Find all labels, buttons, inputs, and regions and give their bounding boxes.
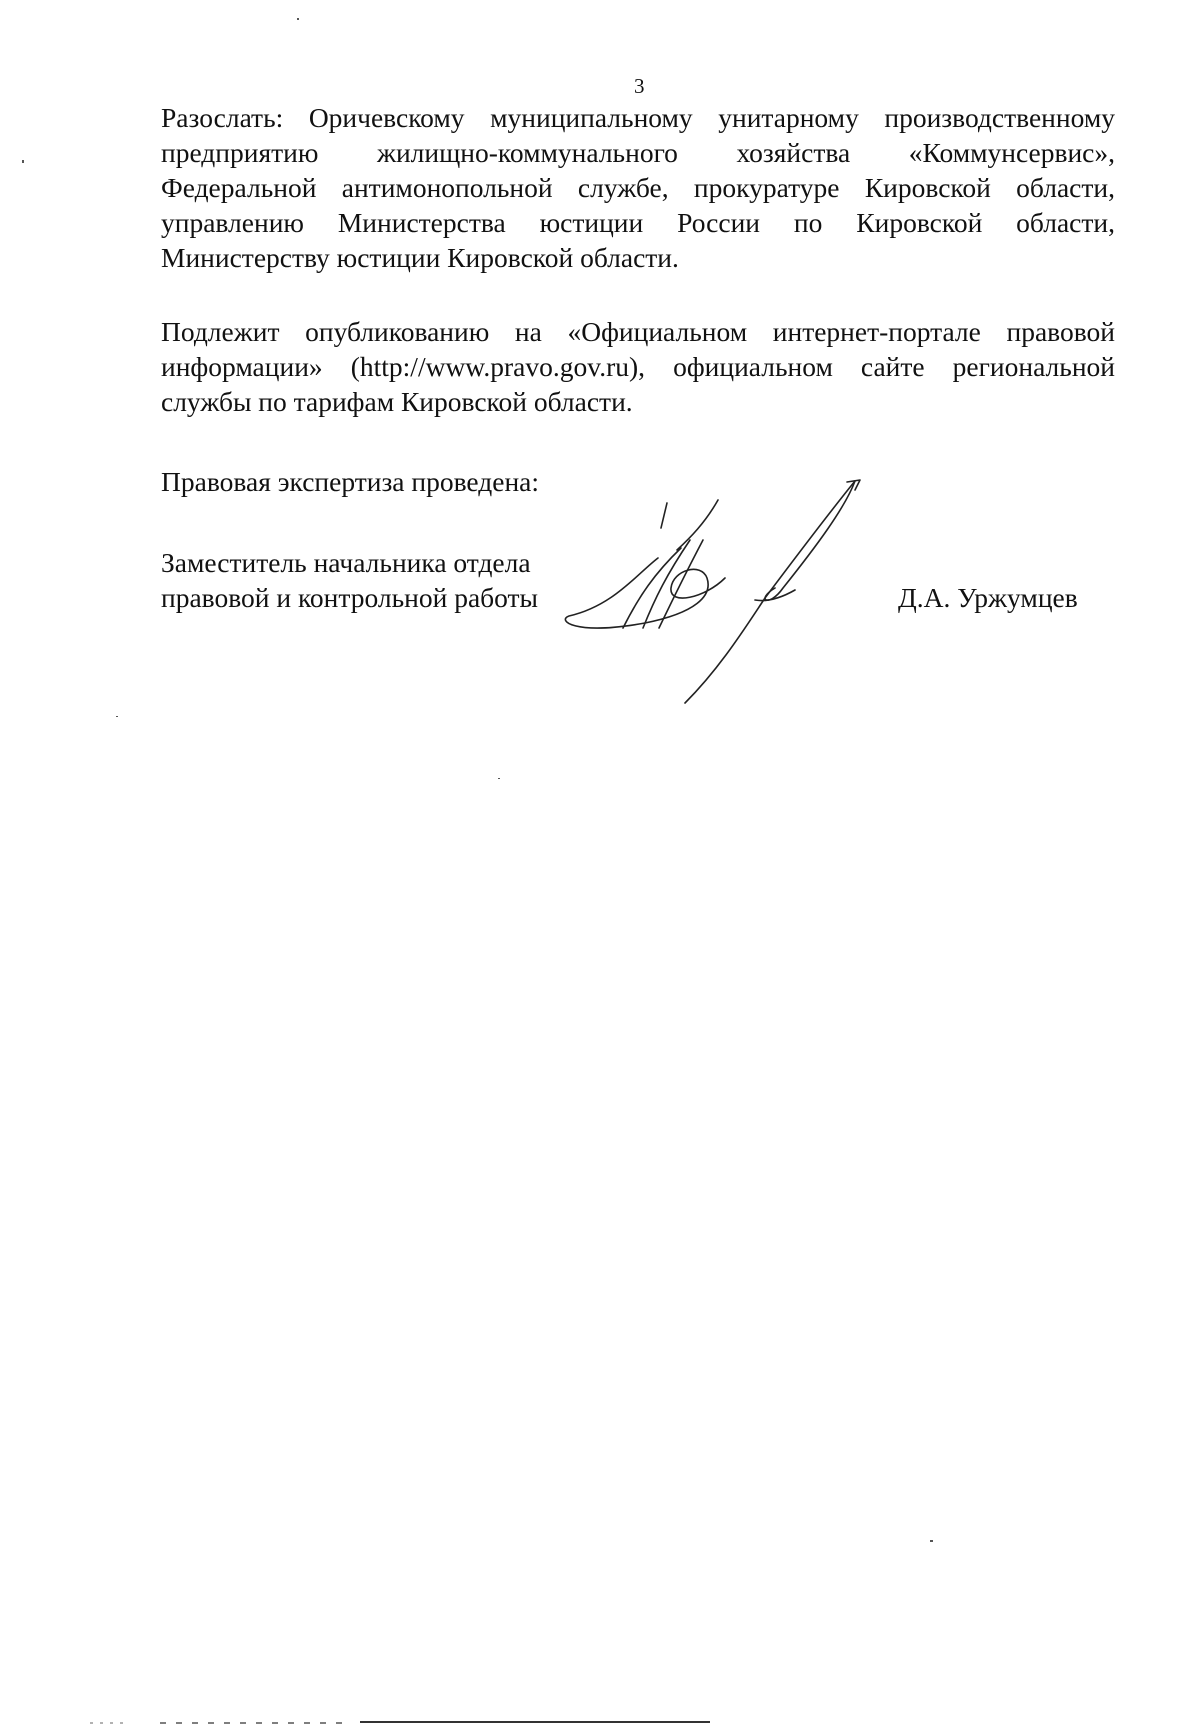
scan-speck (930, 1540, 933, 1542)
signer-position-line-1: Заместитель начальника отдела (161, 547, 531, 578)
signer-name: Д.А. Уржумцев (898, 582, 1078, 613)
scan-speck (297, 18, 299, 20)
legal-review-label: Правовая экспертиза проведена: (161, 466, 540, 497)
page-number: 3 (634, 74, 645, 98)
scan-bottom-edge (90, 1712, 710, 1718)
scan-speck (22, 160, 24, 163)
scan-speck (116, 716, 118, 717)
publication-notice: Подлежит опубликованию на «Официальном интернет-портале правовой информации» (http://www.pravo.gov.ru), официальном сайте региональной службы по тарифам Кировской области. (161, 316, 1115, 417)
distribution-list: Разослать: Оричевскому муниципальному унитарному производственному предприятию жилищно-коммунального хозяйства «Коммунсервис», Федеральной антимонопольной службе, прокуратуре Кировской области, управлению Министерства юстиции России по Кировской области, Министерству юстиции Кировской области. (161, 102, 1115, 273)
handwritten-signature (555, 478, 895, 708)
signer-position-line-2: правовой и контрольной работы (161, 582, 539, 613)
scan-speck (498, 778, 500, 779)
